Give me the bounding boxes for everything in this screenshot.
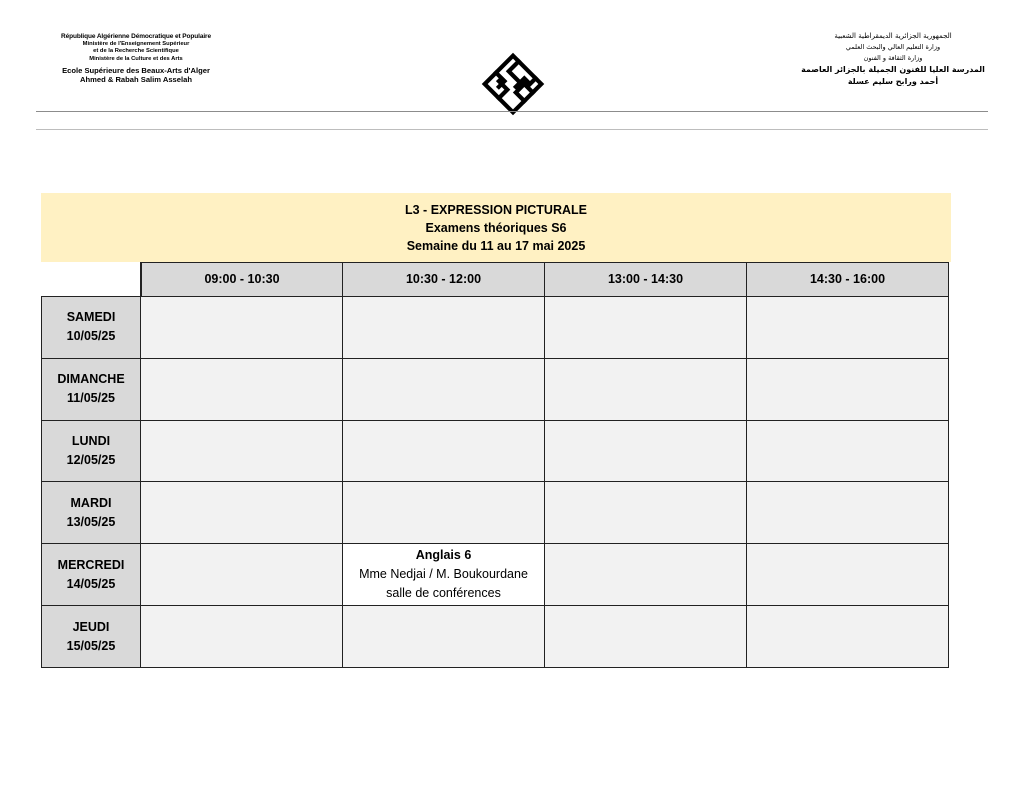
day-date: 12/05/25: [66, 453, 116, 468]
republic-name-arabic: الجمهورية الجزائرية الديمقراطية الشعبية: [834, 32, 952, 40]
slot-cell: [343, 482, 545, 544]
ministry-higher-education: Ministère de l'Enseignement Supérieur: [82, 41, 190, 48]
slot-cell: [747, 421, 949, 483]
timeslot-header: 09:00 - 10:30: [141, 262, 343, 297]
timeslot-header: 13:00 - 14:30: [545, 262, 747, 297]
day-date: 10/05/25: [66, 329, 116, 344]
school-name-arabic: المدرسة العليا للفنون الجميلة بالجزائر العاصمة: [801, 64, 985, 74]
slot-cell: [343, 297, 545, 359]
school-logo-icon: [481, 52, 545, 116]
day-date: 15/05/25: [66, 638, 116, 653]
day-header: [41, 359, 141, 421]
slot-cell: [141, 359, 343, 421]
exam-cell: [343, 544, 545, 606]
slot-cell: [141, 421, 343, 483]
slot-cell: [545, 359, 747, 421]
slot-cell: [343, 359, 545, 421]
slot-cell: [141, 544, 343, 606]
slot-cell: [747, 606, 949, 668]
header-divider-secondary: [36, 129, 988, 130]
slot-cell: [141, 297, 343, 359]
day-name: LUNDI: [71, 434, 111, 449]
program-title: L3 - EXPRESSION PICTURALE: [405, 202, 587, 217]
ministry-research: et de la Recherche Scientifique: [93, 48, 179, 55]
schedule-title: [41, 193, 951, 262]
slot-cell: [747, 482, 949, 544]
day-name: SAMEDI: [66, 310, 116, 325]
exam-teachers: Mme Nedjai / M. Boukourdane: [359, 567, 528, 582]
exam-type: Examens théoriques S6: [425, 220, 567, 235]
timetable: [41, 262, 951, 668]
school-name: Ecole Supérieure des Beaux-Arts d'Alger: [62, 65, 210, 75]
day-header: [41, 297, 141, 359]
slot-cell: [545, 544, 747, 606]
day-header: [41, 421, 141, 483]
corner-cell: [41, 262, 141, 297]
slot-cell: [545, 421, 747, 483]
republic-name: République Algérienne Démocratique et Populaire: [60, 33, 211, 40]
ministry-higher-education-arabic: وزارة التعليم العالي والبحث العلمي: [845, 43, 941, 52]
week-range: Semaine du 11 au 17 mai 2025: [406, 238, 586, 253]
day-header: [41, 544, 141, 606]
timeslot-header: 10:30 - 12:00: [343, 262, 545, 297]
slot-cell: [545, 606, 747, 668]
slot-cell: [747, 297, 949, 359]
exam-room: salle de conférences: [386, 586, 501, 601]
slot-cell: [747, 359, 949, 421]
slot-cell: [747, 544, 949, 606]
ministry-culture-arabic: وزارة الثقافة و الفنون: [863, 53, 923, 62]
day-header: [41, 482, 141, 544]
exam-subject: Anglais 6: [415, 548, 472, 563]
slot-cell: [545, 482, 747, 544]
header-right: [798, 31, 988, 87]
day-date: 13/05/25: [66, 514, 116, 529]
day-date: 11/05/25: [67, 391, 115, 406]
ministry-culture: Ministère de la Culture et des Arts: [89, 55, 183, 62]
day-name: JEUDI: [72, 619, 110, 634]
slot-cell: [141, 606, 343, 668]
school-subname: Ahmed & Rabah Salim Asselah: [80, 75, 192, 85]
day-date: 14/05/25: [66, 576, 116, 591]
day-name: MARDI: [70, 495, 112, 510]
day-name: DIMANCHE: [57, 372, 125, 387]
day-name: MERCREDI: [57, 557, 125, 572]
slot-cell: [545, 297, 747, 359]
day-header: [41, 606, 141, 668]
slot-cell: [343, 606, 545, 668]
school-subname-arabic: أحمد ورابح سليم عسلة: [847, 76, 939, 86]
slot-cell: [141, 482, 343, 544]
timeslot-header: 14:30 - 16:00: [747, 262, 949, 297]
header-left: [36, 33, 236, 85]
header-divider: [36, 111, 988, 112]
slot-cell: [343, 421, 545, 483]
